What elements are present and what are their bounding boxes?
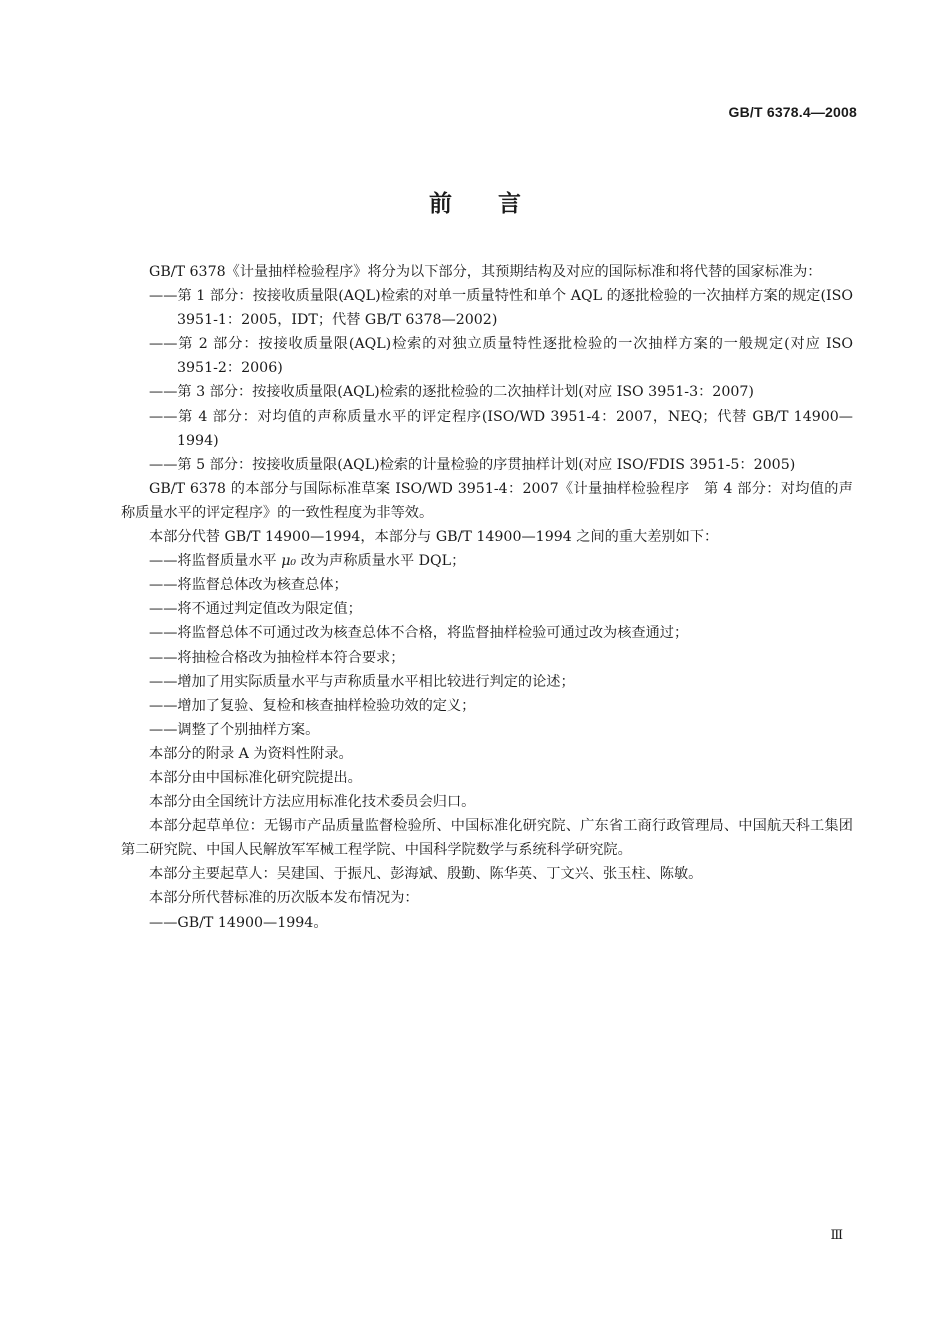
part-3-item: ——第 3 部分：按接收质量限(AQL)检索的逐批检验的二次抽样计划(对应 ISO 3951-3：2007) (149, 384, 754, 401)
drafters-note: 本部分主要起草人：吴建国、于振凡、彭海斌、殷勤、陈华英、丁文兴、张玉柱、陈敏。 (149, 866, 703, 883)
mu-zero-symbol: μ₀ (281, 553, 297, 570)
document-body (0, 260, 950, 935)
part-5-item: ——第 5 部分：按接收质量限(AQL)检索的计量检验的序贯抽样计划(对应 ISO/FDIS 3951-5：2005) (149, 456, 796, 473)
page-number: Ⅲ (830, 1228, 843, 1243)
consistency-paragraph: GB/T 6378 的本部分与国际标准草案 ISO/WD 3951-4：2007《计量抽样检验程序 第 4 部分：对均值的声称质量水平的评定程序》的一致性程度为非等效。 (121, 480, 853, 521)
proposer-note: 本部分由中国标准化研究院提出。 (149, 769, 362, 786)
replaces-paragraph: 本部分代替 GB/T 14900—1994，本部分与 GB/T 14900—1994 之间的重大差别如下： (149, 529, 719, 546)
history-intro-note: 本部分所代替标准的历次版本发布情况为： (149, 890, 419, 907)
change-item-4: ——将监督总体不可通过改为核查总体不合格，将监督抽样检验可通过改为核查通过； (149, 625, 689, 642)
change-1-before: ——将监督质量水平 (149, 553, 282, 570)
change-item-3: ——将不通过判定值改为限定值； (149, 601, 362, 618)
change-item-6: ——增加了用实际质量水平与声称质量水平相比较进行判定的论述； (149, 673, 575, 690)
page-title: 前言 (429, 191, 567, 217)
standard-code: GB/T 6378.4—2008 (728, 104, 857, 120)
change-item-1 (0, 549, 950, 573)
change-item-7: ——增加了复验、复检和核查抽样检验功效的定义； (149, 697, 476, 714)
intro-paragraph: GB/T 6378《计量抽样检验程序》将分为以下部分，其预期结构及对应的国际标准和将代替的国家标准为： (149, 264, 822, 280)
part-2-item: ——第 2 部分：按接收质量限(AQL)检索的对独立质量特性逐批检验的一次抽样方案的一般规定(对应 ISO 3951-2：2006) (149, 336, 853, 377)
annex-note: 本部分的附录 A 为资料性附录。 (149, 745, 353, 762)
change-1-after: 改为声称质量水平 DQL； (296, 553, 466, 570)
committee-note: 本部分由全国统计方法应用标准化技术委员会归口。 (149, 794, 476, 811)
change-item-5: ——将抽检合格改为抽检样本符合要求； (149, 649, 405, 666)
history-item: ——GB/T 14900—1994。 (149, 914, 328, 931)
drafting-units-note: 本部分起草单位：无锡市产品质量监督检验所、中国标准化研究院、广东省工商行政管理局、中国航天科工集团第二研究院、中国人民解放军军械工程学院、中国科学院数学与系统科学研究院。 (121, 818, 853, 859)
change-item-8: ——调整了个别抽样方案。 (149, 721, 320, 738)
change-item-2: ——将监督总体改为核查总体； (149, 577, 348, 594)
part-4-item: ——第 4 部分：对均值的声称质量水平的评定程序(ISO/WD 3951-4：2007，NEQ；代替 GB/T 14900—1994) (149, 408, 853, 449)
part-1-item: ——第 1 部分：按接收质量限(AQL)检索的对单一质量特性和单个 AQL 的逐批检验的一次抽样方案的规定(ISO 3951-1：2005，IDT；代替 GB/T 6378—2002) (149, 288, 853, 329)
